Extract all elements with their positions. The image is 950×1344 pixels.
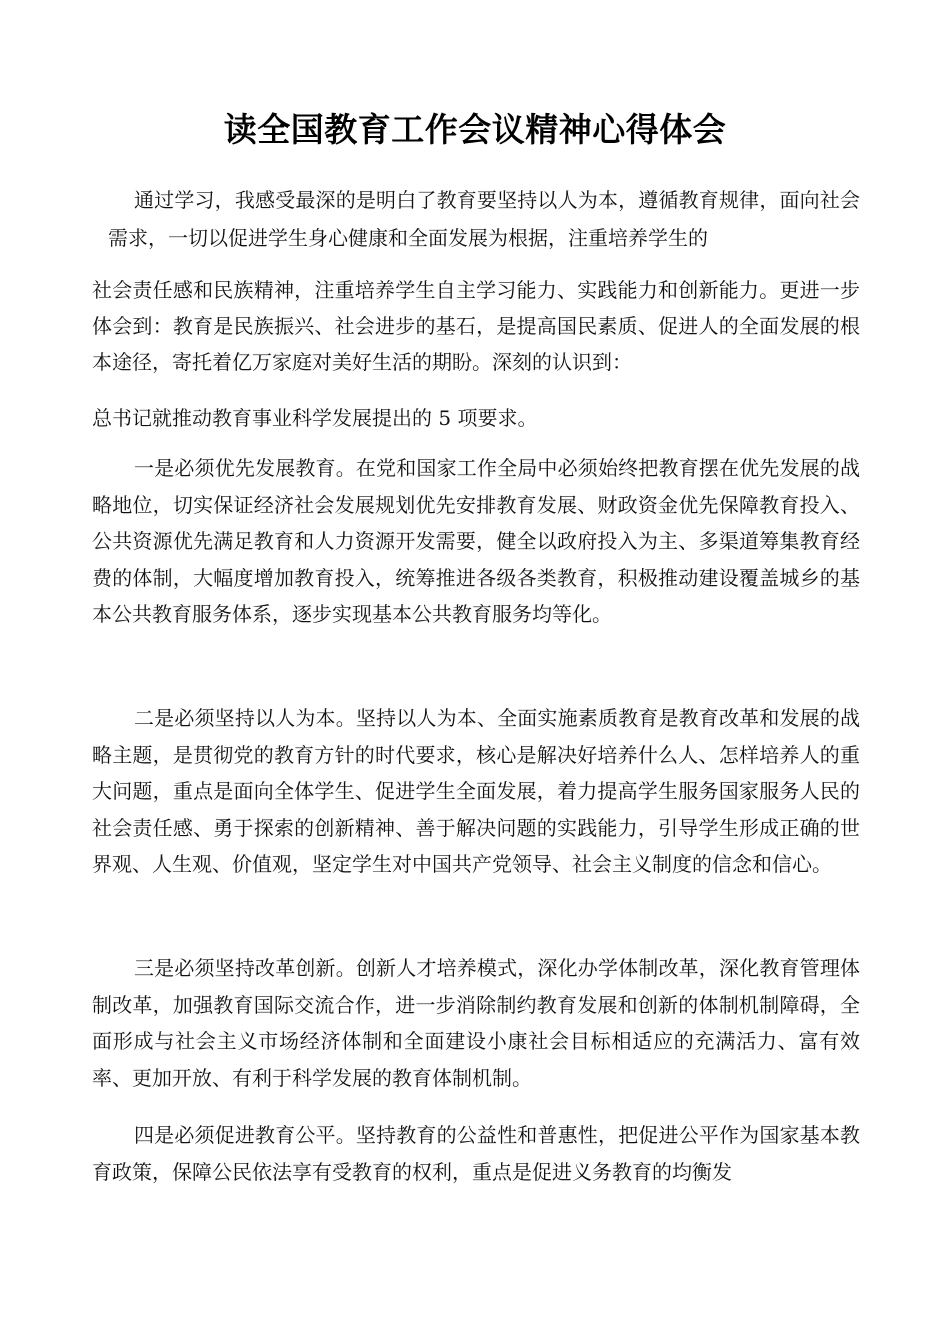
paragraph-intro-part1: 通过学习，我感受最深的是明白了教育要坚持以人为本，遵循教育规律，面向社会需求，一切以促进学生身心健康和全面发展为根据，注重培养学生的: [108, 188, 860, 250]
paragraph-intro-part2: 社会责任感和民族精神，注重培养学生自主学习能力、实践能力和创新能力。更进一步体会到：教育是民族振兴、社会进步的基石，是提高国民素质、促进人的全面发展的根本途径，寄托着亿万家庭对美好生活的期盼。深刻的认识到：: [92, 278, 860, 374]
paragraph-requirement-four: 四是必须促进教育公平。坚持教育的公益性和普惠性，把促进公平作为国家基本教育政策，保障公民依法享有受教育的权利，重点是促进义务教育的均衡发: [92, 1123, 860, 1184]
paragraph-five-requirements: 总书记就推动教育事业科学发展提出的 5 项要求。: [92, 406, 538, 430]
paragraph-requirement-two: 二是必须坚持以人为本。坚持以人为本、全面实施素质教育是教育改革和发展的战略主题，是贯彻党的教育方针的时代要求，核心是解决好培养什么人、怎样培养人的重大问题，重点是面向全体学生、促进学生全面发展，着力提高学生服务国家服务人民的社会责任感、勇于探索的创新精神、善于解决问题的实践能力，引导学生形成正确的世界观、人生观、价值观，坚定学生对中国共产党领导、社会主义制度的信念和信心。: [92, 706, 860, 876]
paragraph-requirement-three: 三是必须坚持改革创新。创新人才培养模式，深化办学体制改革，深化教育管理体制改革，加强教育国际交流合作，进一步消除制约教育发展和创新的体制机制障碍，全面形成与社会主义市场经济体制和全面建设小康社会目标相适应的充满活力、富有效率、更加开放、有利于科学发展的教育体制机制。: [92, 956, 860, 1090]
document-title: 读全国教育工作会议精神心得体会: [223, 110, 727, 149]
paragraph-requirement-one: 一是必须优先发展教育。在党和国家工作全局中必须始终把教育摆在优先发展的战略地位，切实保证经济社会发展规划优先安排教育发展、财政资金优先保障教育投入、公共资源优先满足教育和人力资源开发需要，健全以政府投入为主、多渠道筹集教育经费的体制，大幅度增加教育投入，统筹推进各级各类教育，积极推动建设覆盖城乡的基本公共教育服务体系，逐步实现基本公共教育服务均等化。: [92, 456, 860, 626]
